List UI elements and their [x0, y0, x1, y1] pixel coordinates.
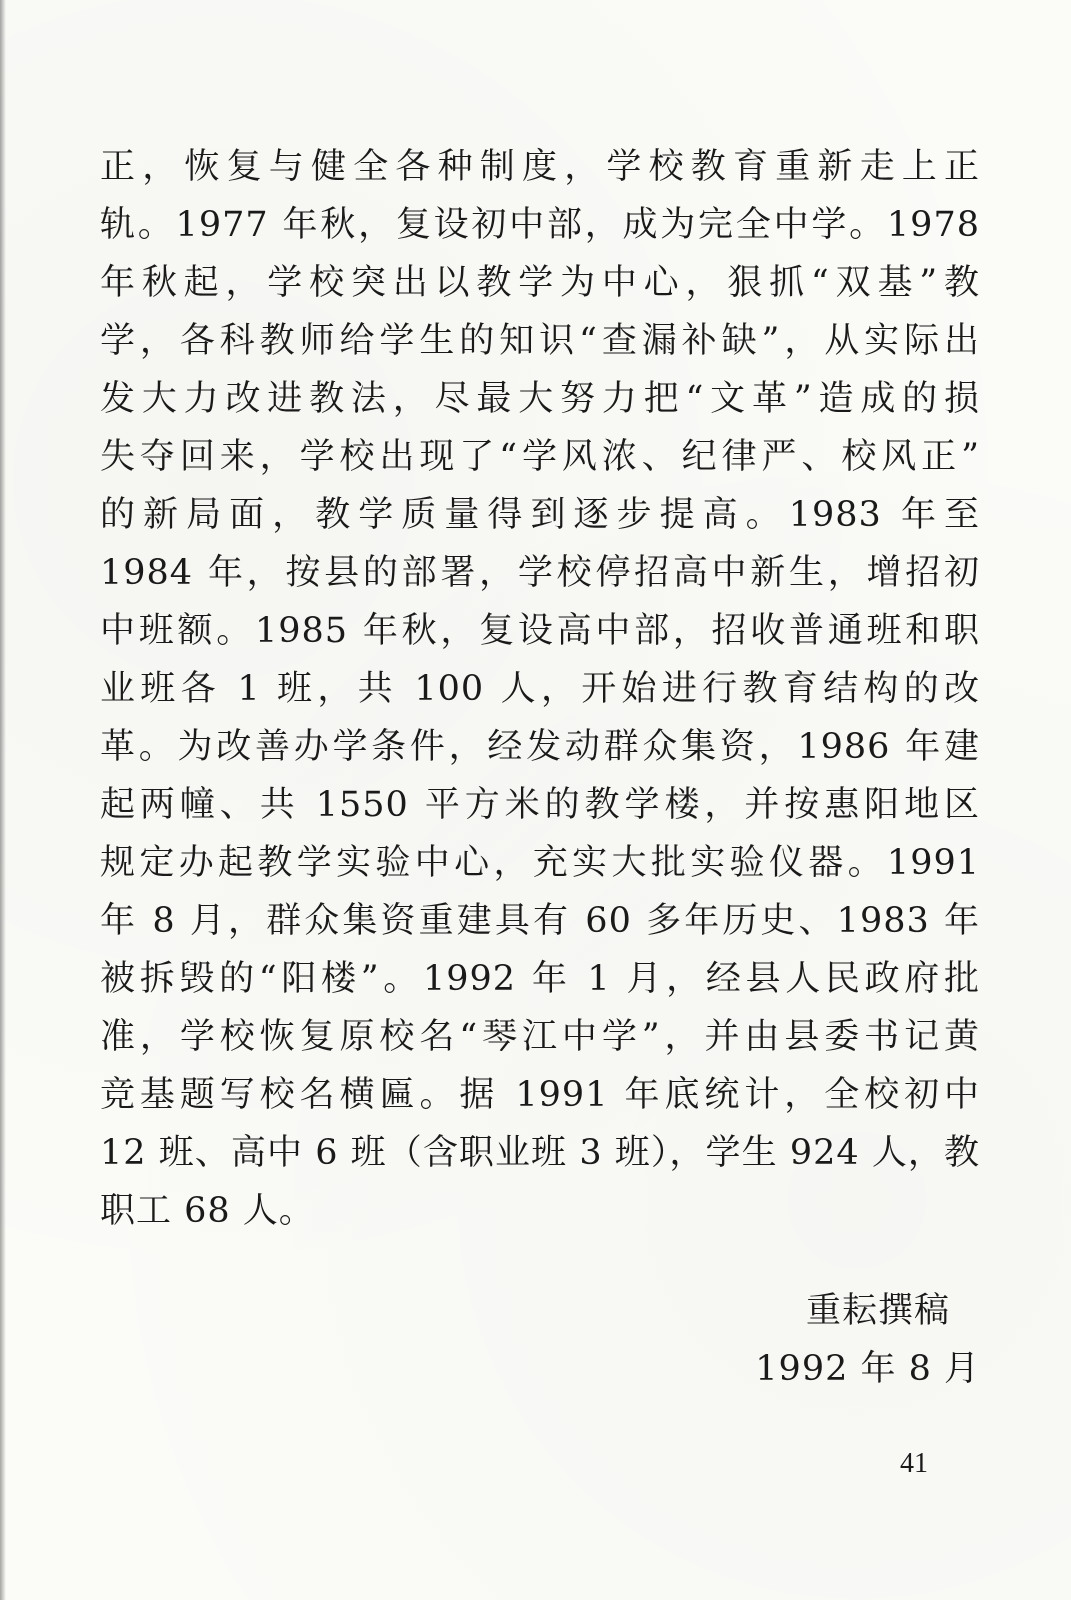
text-line: 被拆毁的“阳楼”。1992 年 1 月，经县人民政府批: [100, 959, 980, 999]
text-line: 的新局面，教学质量得到逐步提高。1983 年至: [100, 495, 980, 535]
text-line: 1984 年，按县的部署，学校停招高中新生，增招初: [100, 553, 980, 593]
text-line: 准，学校恢复原校名“琴江中学”，并由县委书记黄: [100, 1017, 980, 1057]
text-line: 规定办起教学实验中心，充实大批实验仪器。1991: [100, 843, 980, 883]
text-line: 业班各 1 班，共 100 人，开始进行教育结构的改: [100, 669, 980, 709]
text-line: 学，各科教师给学生的知识“查漏补缺”，从实际出: [100, 321, 980, 361]
text-line: 年 8 月，群众集资重建具有 60 多年历史、1983 年: [100, 901, 980, 941]
signature-date: 1992 年 8 月: [755, 1349, 980, 1389]
signature-block: [740, 1282, 980, 1398]
text-line: 失夺回来，学校出现了“学风浓、纪律严、校风正”: [100, 437, 980, 477]
text-line: 中班额。1985 年秋，复设高中部，招收普通班和职: [100, 611, 980, 651]
text-line: 起两幢、共 1550 平方米的教学楼，并按惠阳地区: [100, 785, 980, 825]
text-line: 竞基题写校名横匾。据 1991 年底统计，全校初中: [100, 1075, 980, 1115]
text-line: 轨。1977 年秋，复设初中部，成为完全中学。1978: [100, 205, 980, 245]
page-binding-edge: [0, 0, 6, 1600]
text-line: 年秋起，学校突出以教学为中心，狠抓“双基”教: [100, 263, 980, 303]
text-line: 正，恢复与健全各种制度，学校教育重新走上正: [100, 147, 980, 187]
signature-author: 重耘撰稿: [805, 1291, 950, 1331]
text-line: 12 班、高中 6 班（含职业班 3 班），学生 924 人，教: [100, 1133, 980, 1173]
body-text: [100, 138, 980, 1240]
text-line: 革。为改善办学条件，经发动群众集资，1986 年建: [100, 727, 980, 767]
text-line: 发大力改进教法，尽最大努力把“文革”造成的损: [100, 379, 980, 419]
page-number: 41: [900, 1448, 928, 1479]
text-line: 职工 68 人。: [100, 1191, 315, 1231]
